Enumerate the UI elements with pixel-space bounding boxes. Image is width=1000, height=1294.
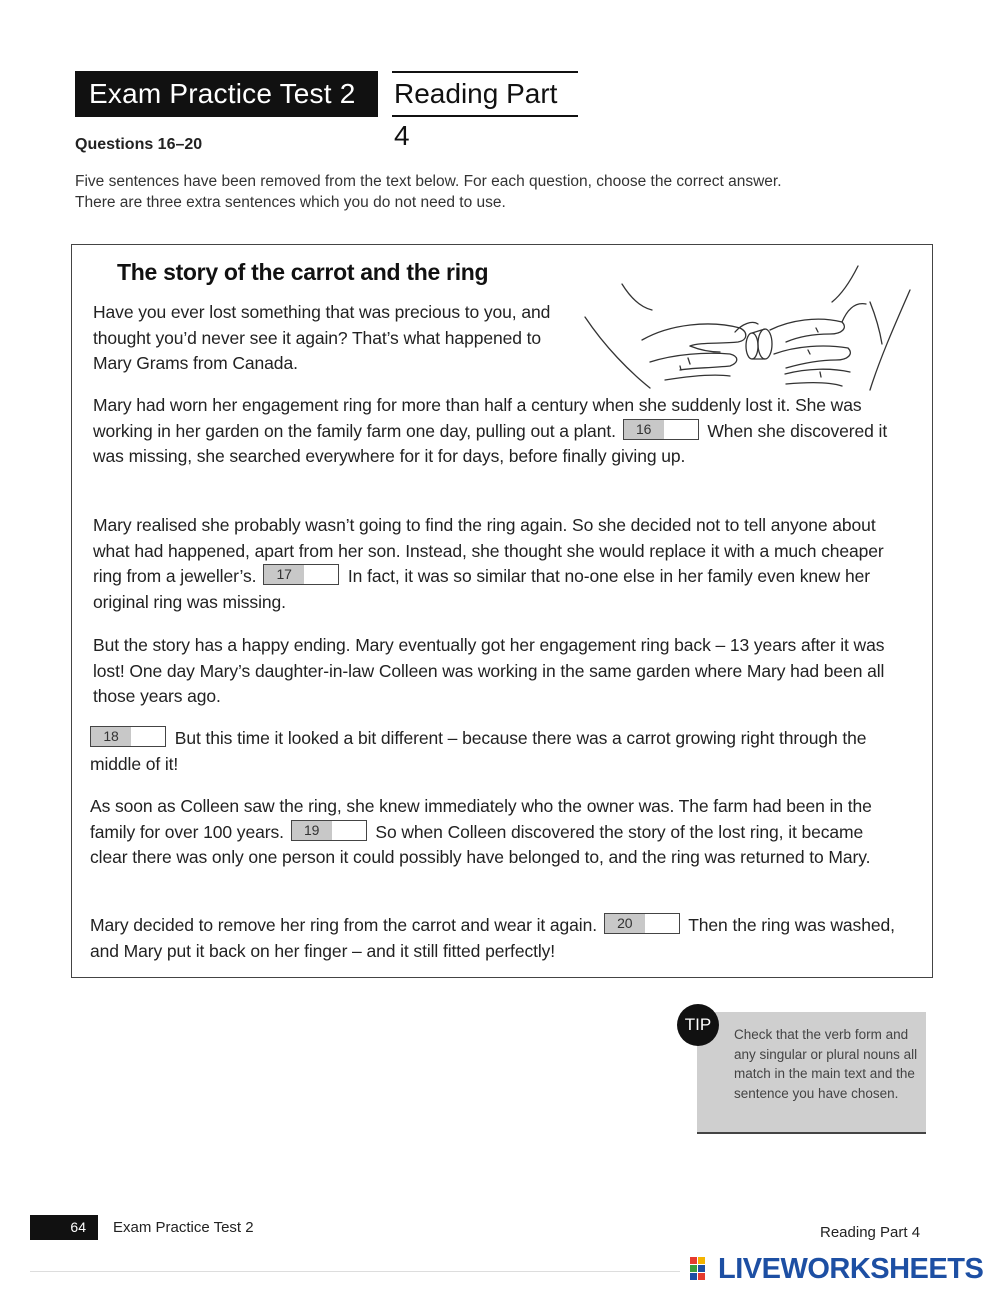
hands-ring-illustration: [580, 262, 915, 402]
answer-gap-16[interactable]: [623, 419, 699, 440]
gap-number: 19: [292, 821, 332, 840]
answer-gap-18[interactable]: [90, 726, 166, 747]
p2-part-b: When she discovered it was missing, she searched everywhere for it for days, before finally giving up.: [93, 420, 888, 466]
instruction-line: Five sentences have been removed from the text below. For each question, choose the correct answer.: [75, 173, 782, 190]
p3-part-b: In fact, it was so similar that no-one else in her family even knew her original ring was missing.: [93, 566, 870, 612]
paragraph-2-block: [93, 393, 913, 470]
answer-gap-19[interactable]: [291, 820, 367, 841]
paragraph-4: But the story has a happy ending. Mary eventually got her engagement ring back – 13 years after it was lost! One day Mary’s daughter-in-law Colleen was working in the same garden where Mary had been all those years ago.: [93, 635, 885, 706]
questions-heading: Questions 16–20: [75, 136, 203, 153]
answer-gap-20[interactable]: [604, 913, 680, 934]
test-label: Exam Practice Test 2: [75, 71, 378, 117]
brand-text: LIVEWORKSHEETS: [718, 1253, 984, 1285]
tip-text: Check that the verb form and any singular or plural nouns all match in the main text and the sentence you have chosen.: [734, 1027, 918, 1101]
p6-part-a: As soon as Colleen saw the ring, she knew immediately who the owner was. The farm had been in the family for over 100 years.: [90, 796, 872, 842]
gap-number: 18: [91, 727, 131, 746]
part-label: Reading Part 4: [392, 71, 578, 117]
footer-right: Reading Part 4: [820, 1224, 921, 1241]
instruction-line: There are three extra sentences which you do not need to use.: [75, 194, 506, 211]
paragraph-6: [90, 794, 880, 871]
p7-part-a: Mary decided to remove her ring from the carrot and wear it again.: [90, 915, 597, 935]
answer-gap-17[interactable]: [263, 564, 339, 585]
gap-number: 17: [264, 565, 304, 584]
footer-left: Exam Practice Test 2: [113, 1219, 254, 1236]
paragraph-1: Have you ever lost something that was precious to you, and thought you’d never see it again? That’s what happened to Mary Grams from Canada.: [93, 302, 551, 373]
p7-part-b: Then the ring was washed, and Mary put it back on her finger – and it still fitted perfectly!: [90, 915, 895, 961]
p6-part-b: So when Colleen discovered the story of the lost ring, it became clear there was only one person it could possibly have belonged to, and the ring was returned to Mary.: [90, 821, 871, 867]
liveworksheets-logo-icon: [690, 1257, 714, 1281]
footer-divider: [30, 1271, 680, 1272]
paragraph-3: [93, 513, 913, 615]
p3-part-a: Mary realised she probably wasn’t going to find the ring again. So she decided not to tell anyone about what had happened, apart from her son. Instead, she thought she would replace it with a much cheaper ring from a jeweller’s.: [93, 515, 884, 586]
instructions: [75, 171, 875, 213]
gap-number: 16: [624, 420, 664, 439]
tip-badge: TIP: [677, 1004, 719, 1046]
p2-part-a: Mary had worn her engagement ring for more than half a century when she suddenly lost it. She was working in her garden on the family farm one day, pulling out a plant.: [93, 395, 862, 441]
gap-number: 20: [605, 914, 645, 933]
paragraph-5: [90, 726, 913, 777]
paragraph-7: [90, 913, 910, 964]
p5-part-b: But this time it looked a bit different – because there was a carrot growing right through the middle of it!: [90, 728, 867, 774]
page-number: 64: [30, 1215, 98, 1240]
story-title: The story of the carrot and the ring: [117, 259, 489, 285]
